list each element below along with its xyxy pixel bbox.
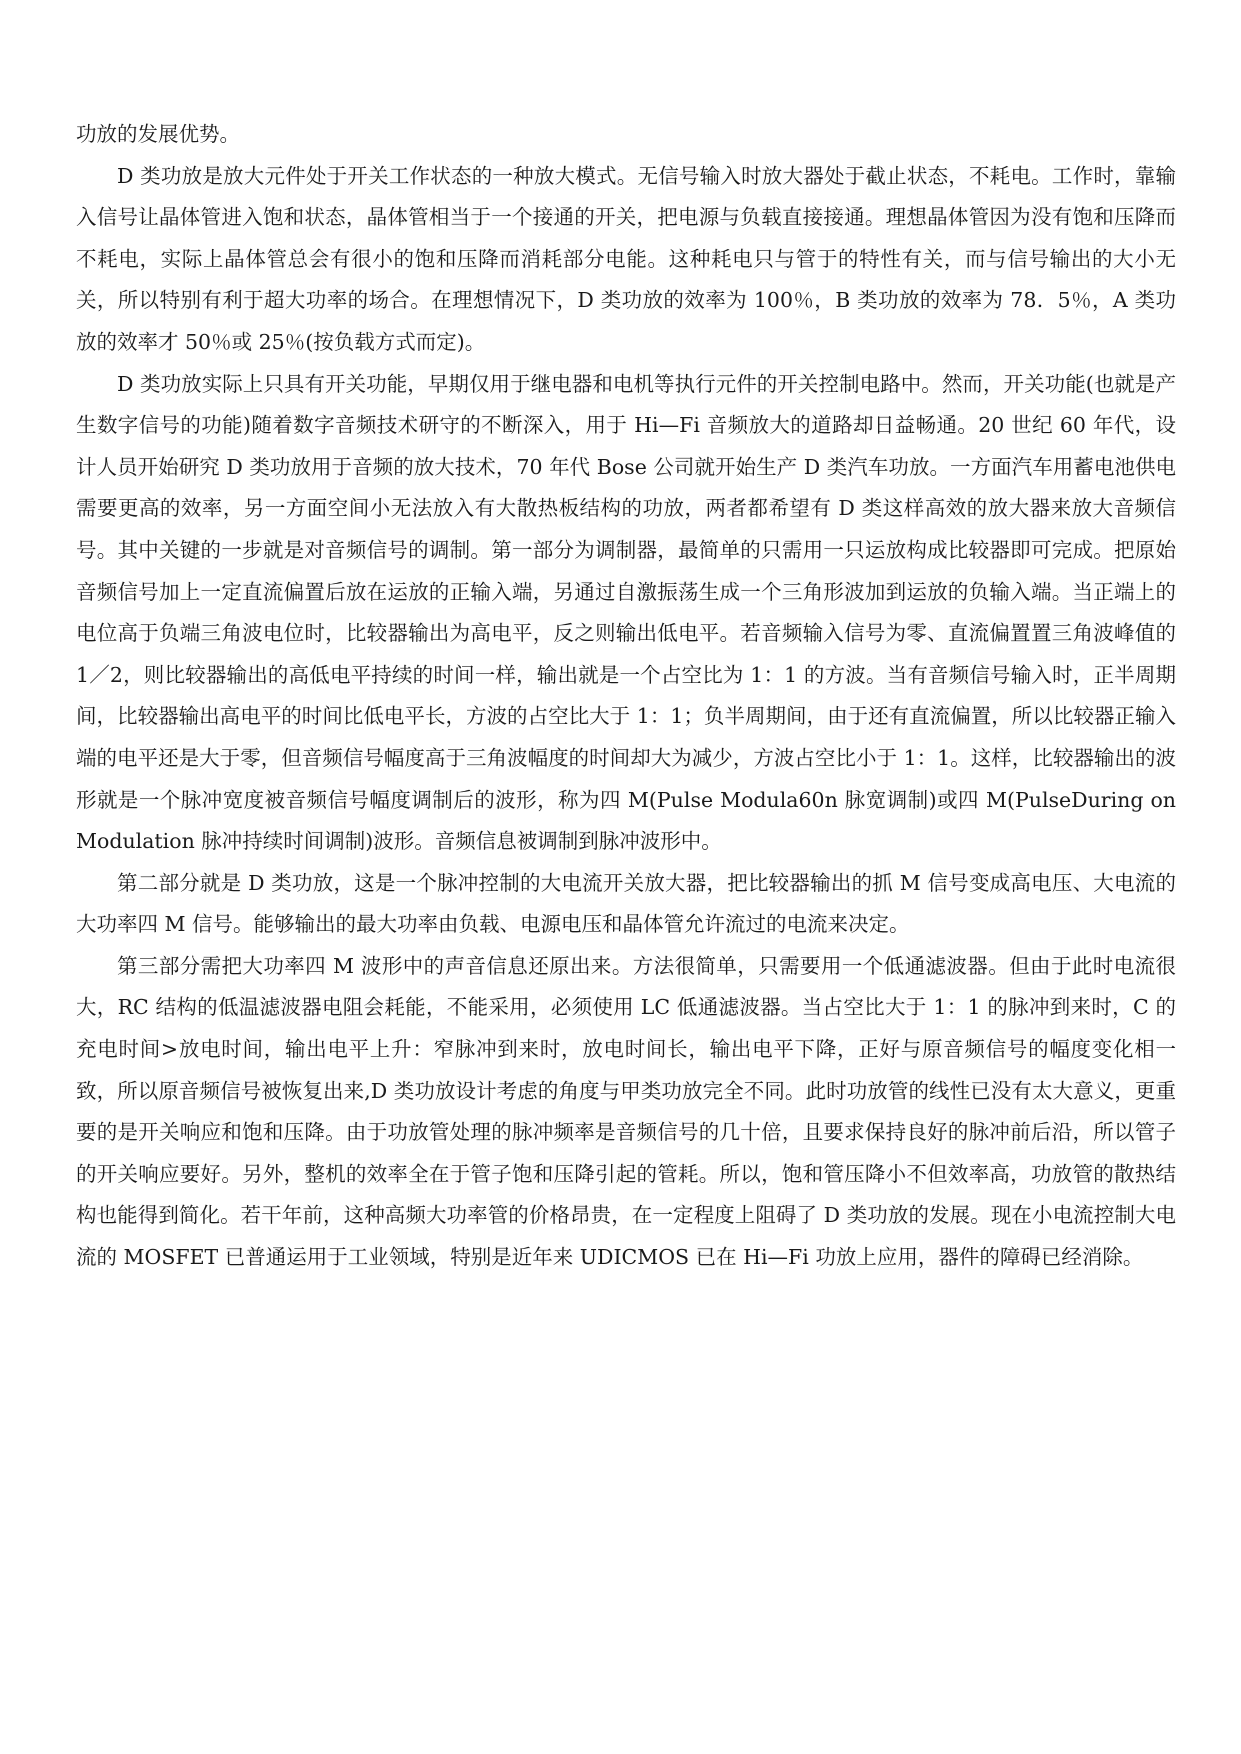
document-body (76, 114, 1176, 1279)
paragraph-class-d-principle: D 类功放是放大元件处于开关工作状态的一种放大模式。无信号输入时放大器处于截止状态，不耗电。工作时，靠输入信号让晶体管进入饱和状态，晶体管相当于一个接通的开关，把电源与负载直接接通。理想晶体管因为没有饱和压降而不耗电，实际上晶体管总会有很小的饱和压降而消耗部分电能。这种耗电只与管于的特性有关，而与信号输出的大小无关，所以特别有利于超大功率的场合。在理想情况下，D 类功放的效率为 100％，B 类功放的效率为 78．5％，A 类功放的效率才 50％或 25％(按负载方式而定)。 (76, 163, 1176, 354)
paragraph-amplifier-stage: 第二部分就是 D 类功放，这是一个脉冲控制的大电流开关放大器，把比较器输出的抓 M 信号变成高电压、大电流的大功率四 M 信号。能够输出的最大功率由负载、电源电压和晶体管允许流过的电流来决定。 (76, 870, 1176, 937)
paragraph-filter-stage: 第三部分需把大功率四 M 波形中的声音信息还原出来。方法很简单，只需要用一个低通滤波器。但由于此时电流很大，RC 结构的低温滤波器电阻会耗能，不能采用，必须使用 LC 低通滤波器。当占空比大于 1：1 的脉冲到来时，C 的充电时间>放电时间，输出电平上升：窄脉冲到来时，放电时间长，输出电平下降，正好与原音频信号的幅度变化相一致，所以原音频信号被恢复出来,D 类功放设计考虑的角度与甲类功放完全不同。此时功放管的线性已没有太大意义，更重要的是开关响应和饱和压降。由于功放管处理的脉冲频率是音频信号的几十倍，且要求保持良好的脉冲前后沿，所以管子的开关响应要好。另外，整机的效率全在于管子饱和压降引起的管耗。所以，饱和管压降小不但效率高，功放管的散热结构也能得到简化。若干年前，这种高频大功率管的价格昂贵，在一定程度上阻碍了 D 类功放的发展。现在小电流控制大电流的 MOSFET 已普通运用于工业领域，特别是近年来 UDICMOS 已在 Hi—Fi 功放上应用，器件的障碍已经消除。 (76, 953, 1176, 1270)
paragraph-modulator: D 类功放实际上只具有开关功能，早期仅用于继电器和电机等执行元件的开关控制电路中。然而，开关功能(也就是产生数字信号的功能)随着数字音频技术研守的不断深入，用于 Hi—Fi 音频放大的道路却日益畅通。20 世纪 60 年代，设计人员开始研究 D 类功放用于音频的放大技术，70 年代 Bose 公司就开始生产 D 类汽车功放。一方面汽车用蓄电池供电需要更高的效率，另一方面空间小无法放入有大散热板结构的功放，两者都希望有 D 类这样高效的放大器来放大音频信号。其中关键的一步就是对音频信号的调制。第一部分为调制器，最简单的只需用一只运放构成比较器即可完成。把原始音频信号加上一定直流偏置后放在运放的正输入端，另通过自激振荡生成一个三角形波加到运放的负输入端。当正端上的电位高于负端三角波电位时，比较器输出为高电平，反之则输出低电平。若音频输入信号为零、直流偏置置三角波峰值的 1／2，则比较器输出的高低电平持续的时间一样，输出就是一个占空比为 1：1 的方波。当有音频信号输入时，正半周期间，比较器输出高电平的时间比低电平长，方波的占空比大于 1：1；负半周期间，由于还有直流偏置，所以比较器正输入端的电平还是大于零，但音频信号幅度高于三角波幅度的时间却大为减少，方波占空比小于 1：1。这样，比较器输出的波形就是一个脉冲宽度被音频信号幅度调制后的波形，称为四 M(Pulse Modula60n 脉宽调制)或四 M(PulseDuring on Modulation 脉冲持续时间调制)波形。音频信息被调制到脉冲波形中。 (76, 371, 1176, 854)
paragraph-intro-continuation: 功放的发展优势。 (76, 122, 240, 146)
